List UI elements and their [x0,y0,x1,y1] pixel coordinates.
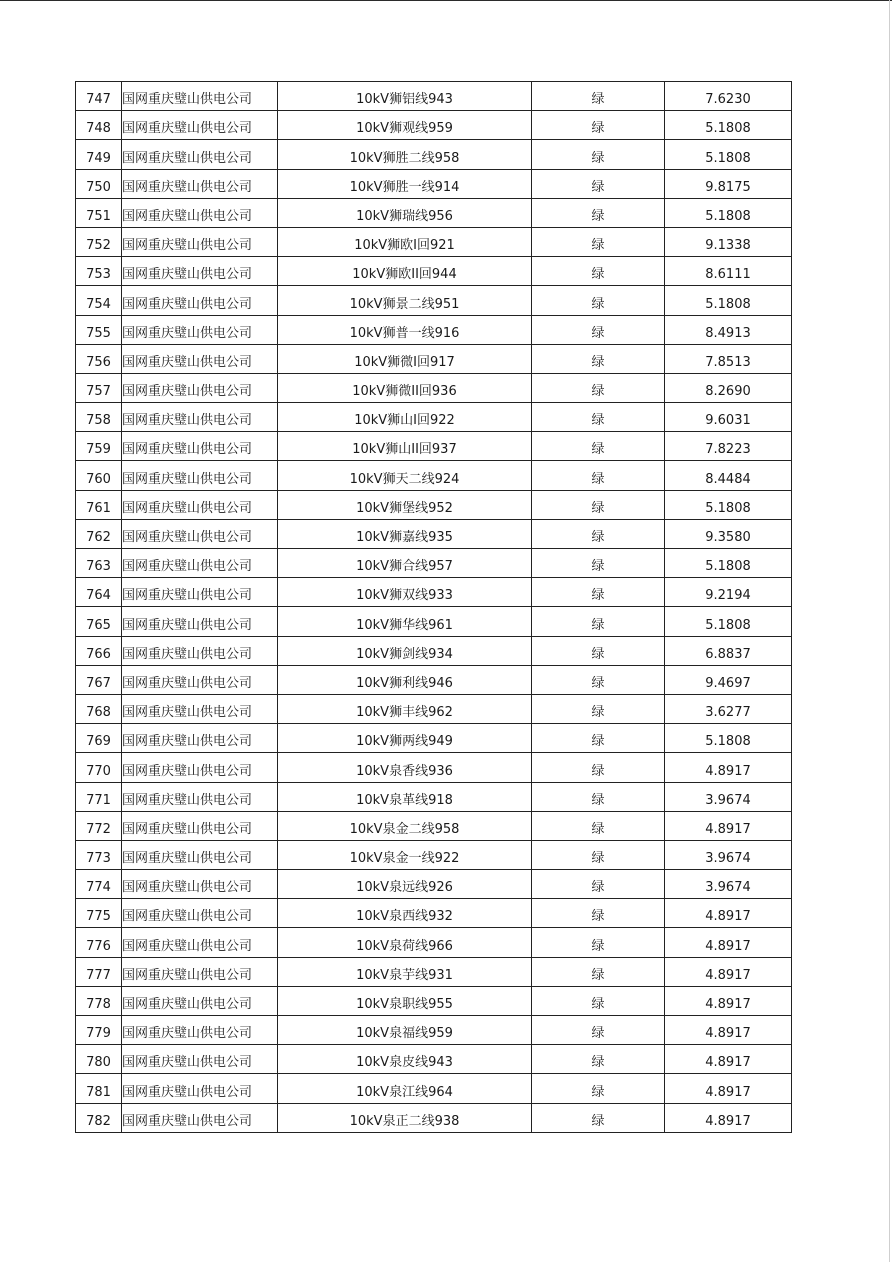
value-cell: 4.8917 [665,986,792,1015]
row-number: 748 [76,111,122,140]
status-color: 绿 [532,111,665,140]
table-row [76,344,792,373]
row-number: 765 [76,607,122,636]
line-name: 10kV狮欧II回944 [278,257,532,286]
company-name: 国网重庆璧山供电公司 [122,753,278,782]
feeder-table-body [76,82,792,1133]
value-cell: 7.6230 [665,82,792,111]
line-name: 10kV狮华线961 [278,607,532,636]
company-name: 国网重庆璧山供电公司 [122,490,278,519]
row-number: 771 [76,782,122,811]
row-number: 751 [76,198,122,227]
status-color: 绿 [532,665,665,694]
value-cell: 6.8837 [665,636,792,665]
table-row [76,140,792,169]
table-row [76,840,792,869]
line-name: 10kV狮丰线962 [278,694,532,723]
row-number: 773 [76,840,122,869]
status-color: 绿 [532,344,665,373]
value-cell: 7.8223 [665,432,792,461]
table-row [76,286,792,315]
status-color: 绿 [532,1016,665,1045]
row-number: 768 [76,694,122,723]
table-row [76,607,792,636]
table-row [76,1103,792,1132]
row-number: 780 [76,1045,122,1074]
line-name: 10kV狮铝线943 [278,82,532,111]
status-color: 绿 [532,782,665,811]
company-name: 国网重庆璧山供电公司 [122,957,278,986]
value-cell: 9.1338 [665,227,792,256]
line-name: 10kV狮微I回917 [278,344,532,373]
value-cell: 8.4913 [665,315,792,344]
value-cell: 5.1808 [665,490,792,519]
feeder-table [75,81,792,1133]
row-number: 759 [76,432,122,461]
company-name: 国网重庆璧山供电公司 [122,432,278,461]
status-color: 绿 [532,957,665,986]
line-name: 10kV狮嘉线935 [278,519,532,548]
company-name: 国网重庆璧山供电公司 [122,111,278,140]
line-name: 10kV狮天二线924 [278,461,532,490]
value-cell: 4.8917 [665,753,792,782]
company-name: 国网重庆璧山供电公司 [122,286,278,315]
line-name: 10kV狮利线946 [278,665,532,694]
row-number: 764 [76,578,122,607]
row-number: 774 [76,870,122,899]
status-color: 绿 [532,840,665,869]
line-name: 10kV泉西线932 [278,899,532,928]
company-name: 国网重庆璧山供电公司 [122,227,278,256]
line-name: 10kV泉香线936 [278,753,532,782]
company-name: 国网重庆璧山供电公司 [122,169,278,198]
status-color: 绿 [532,578,665,607]
row-number: 754 [76,286,122,315]
line-name: 10kV泉革线918 [278,782,532,811]
status-color: 绿 [532,432,665,461]
company-name: 国网重庆璧山供电公司 [122,1103,278,1132]
table-row [76,870,792,899]
table-row [76,578,792,607]
value-cell: 9.3580 [665,519,792,548]
row-number: 776 [76,928,122,957]
company-name: 国网重庆璧山供电公司 [122,140,278,169]
value-cell: 4.8917 [665,899,792,928]
line-name: 10kV泉远线926 [278,870,532,899]
page-top-border [0,0,892,1]
value-cell: 5.1808 [665,111,792,140]
company-name: 国网重庆璧山供电公司 [122,1016,278,1045]
line-name: 10kV狮观线959 [278,111,532,140]
value-cell: 3.9674 [665,870,792,899]
line-name: 10kV狮胜一线914 [278,169,532,198]
value-cell: 5.1808 [665,140,792,169]
line-name: 10kV泉江线964 [278,1074,532,1103]
row-number: 781 [76,1074,122,1103]
status-color: 绿 [532,519,665,548]
company-name: 国网重庆璧山供电公司 [122,636,278,665]
row-number: 749 [76,140,122,169]
status-color: 绿 [532,373,665,402]
row-number: 782 [76,1103,122,1132]
value-cell: 5.1808 [665,724,792,753]
value-cell: 9.2194 [665,578,792,607]
status-color: 绿 [532,286,665,315]
table-row [76,198,792,227]
value-cell: 4.8917 [665,928,792,957]
value-cell: 9.6031 [665,403,792,432]
value-cell: 5.1808 [665,549,792,578]
company-name: 国网重庆璧山供电公司 [122,1045,278,1074]
row-number: 757 [76,373,122,402]
status-color: 绿 [532,403,665,432]
table-row [76,1045,792,1074]
row-number: 762 [76,519,122,548]
status-color: 绿 [532,870,665,899]
row-number: 750 [76,169,122,198]
row-number: 779 [76,1016,122,1045]
company-name: 国网重庆璧山供电公司 [122,840,278,869]
table-row [76,432,792,461]
row-number: 767 [76,665,122,694]
value-cell: 5.1808 [665,198,792,227]
line-name: 10kV狮堡线952 [278,490,532,519]
row-number: 769 [76,724,122,753]
company-name: 国网重庆璧山供电公司 [122,549,278,578]
row-number: 775 [76,899,122,928]
table-row [76,928,792,957]
line-name: 10kV狮双线933 [278,578,532,607]
table-row [76,1016,792,1045]
table-row [76,461,792,490]
table-row [76,782,792,811]
status-color: 绿 [532,1045,665,1074]
line-name: 10kV狮胜二线958 [278,140,532,169]
line-name: 10kV泉金一线922 [278,840,532,869]
line-name: 10kV狮山I回922 [278,403,532,432]
company-name: 国网重庆璧山供电公司 [122,198,278,227]
line-name: 10kV狮合线957 [278,549,532,578]
company-name: 国网重庆璧山供电公司 [122,665,278,694]
company-name: 国网重庆璧山供电公司 [122,373,278,402]
status-color: 绿 [532,227,665,256]
line-name: 10kV狮瑞线956 [278,198,532,227]
row-number: 760 [76,461,122,490]
company-name: 国网重庆璧山供电公司 [122,1074,278,1103]
page-right-border [889,0,890,1262]
table-row [76,753,792,782]
status-color: 绿 [532,169,665,198]
value-cell: 3.9674 [665,782,792,811]
company-name: 国网重庆璧山供电公司 [122,344,278,373]
company-name: 国网重庆璧山供电公司 [122,315,278,344]
table-row [76,957,792,986]
table-row [76,811,792,840]
value-cell: 4.8917 [665,1074,792,1103]
line-name: 10kV泉金二线958 [278,811,532,840]
status-color: 绿 [532,811,665,840]
line-name: 10kV泉福线959 [278,1016,532,1045]
status-color: 绿 [532,82,665,111]
line-name: 10kV狮微II回936 [278,373,532,402]
table-row [76,694,792,723]
table-row [76,82,792,111]
row-number: 747 [76,82,122,111]
company-name: 国网重庆璧山供电公司 [122,607,278,636]
value-cell: 4.8917 [665,811,792,840]
line-name: 10kV泉职线955 [278,986,532,1015]
table-row [76,169,792,198]
company-name: 国网重庆璧山供电公司 [122,461,278,490]
company-name: 国网重庆璧山供电公司 [122,519,278,548]
status-color: 绿 [532,490,665,519]
value-cell: 4.8917 [665,1103,792,1132]
status-color: 绿 [532,198,665,227]
value-cell: 4.8917 [665,1016,792,1045]
value-cell: 3.6277 [665,694,792,723]
table-row [76,986,792,1015]
company-name: 国网重庆璧山供电公司 [122,899,278,928]
table-row [76,403,792,432]
value-cell: 9.8175 [665,169,792,198]
table-row [76,373,792,402]
row-number: 763 [76,549,122,578]
line-name: 10kV泉皮线943 [278,1045,532,1074]
table-row [76,519,792,548]
table-row [76,665,792,694]
status-color: 绿 [532,257,665,286]
status-color: 绿 [532,549,665,578]
line-name: 10kV狮两线949 [278,724,532,753]
line-name: 10kV狮欧I回921 [278,227,532,256]
status-color: 绿 [532,986,665,1015]
status-color: 绿 [532,1103,665,1132]
value-cell: 4.8917 [665,957,792,986]
status-color: 绿 [532,1074,665,1103]
value-cell: 8.2690 [665,373,792,402]
value-cell: 9.4697 [665,665,792,694]
row-number: 755 [76,315,122,344]
row-number: 777 [76,957,122,986]
value-cell: 8.6111 [665,257,792,286]
company-name: 国网重庆璧山供电公司 [122,811,278,840]
table-row [76,257,792,286]
status-color: 绿 [532,315,665,344]
line-name: 10kV狮景二线951 [278,286,532,315]
table-row [76,724,792,753]
company-name: 国网重庆璧山供电公司 [122,870,278,899]
company-name: 国网重庆璧山供电公司 [122,578,278,607]
line-name: 10kV泉正二线938 [278,1103,532,1132]
status-color: 绿 [532,636,665,665]
value-cell: 7.8513 [665,344,792,373]
line-name: 10kV狮剑线934 [278,636,532,665]
row-number: 753 [76,257,122,286]
table-row [76,636,792,665]
row-number: 761 [76,490,122,519]
company-name: 国网重庆璧山供电公司 [122,694,278,723]
row-number: 752 [76,227,122,256]
status-color: 绿 [532,461,665,490]
table-row [76,549,792,578]
company-name: 国网重庆璧山供电公司 [122,928,278,957]
value-cell: 5.1808 [665,607,792,636]
status-color: 绿 [532,140,665,169]
table-row [76,490,792,519]
table-row [76,899,792,928]
status-color: 绿 [532,753,665,782]
value-cell: 5.1808 [665,286,792,315]
status-color: 绿 [532,724,665,753]
table-row [76,1074,792,1103]
value-cell: 3.9674 [665,840,792,869]
value-cell: 8.4484 [665,461,792,490]
line-name: 10kV泉芋线931 [278,957,532,986]
company-name: 国网重庆璧山供电公司 [122,257,278,286]
status-color: 绿 [532,928,665,957]
row-number: 756 [76,344,122,373]
status-color: 绿 [532,694,665,723]
table-row [76,111,792,140]
line-name: 10kV狮普一线916 [278,315,532,344]
row-number: 772 [76,811,122,840]
company-name: 国网重庆璧山供电公司 [122,986,278,1015]
status-color: 绿 [532,899,665,928]
table-row [76,315,792,344]
company-name: 国网重庆璧山供电公司 [122,724,278,753]
row-number: 758 [76,403,122,432]
line-name: 10kV泉荷线966 [278,928,532,957]
table-row [76,227,792,256]
row-number: 778 [76,986,122,1015]
row-number: 770 [76,753,122,782]
status-color: 绿 [532,607,665,636]
company-name: 国网重庆璧山供电公司 [122,782,278,811]
value-cell: 4.8917 [665,1045,792,1074]
company-name: 国网重庆璧山供电公司 [122,403,278,432]
row-number: 766 [76,636,122,665]
company-name: 国网重庆璧山供电公司 [122,82,278,111]
line-name: 10kV狮山II回937 [278,432,532,461]
